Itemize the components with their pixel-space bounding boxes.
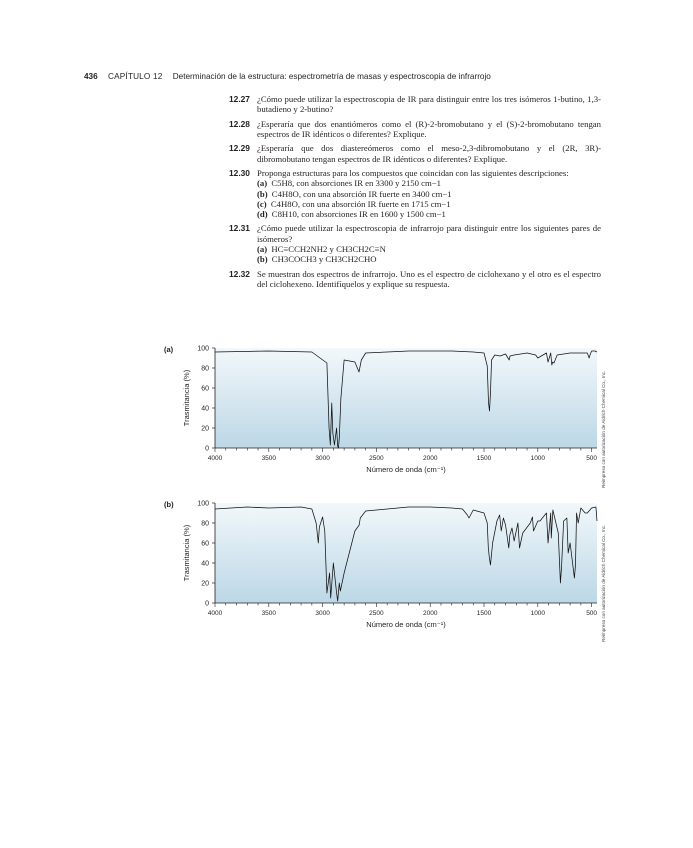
x-tick-label: 1500 [476, 610, 492, 617]
x-tick-label: 2500 [369, 610, 384, 617]
y-tick-label: 0 [205, 445, 209, 453]
x-tick-label: 500 [586, 610, 598, 617]
problem-number: 12.30 [229, 168, 250, 179]
sub-item-label: (b) [257, 188, 268, 199]
plot-area [215, 503, 597, 603]
y-axis-label: Trasmitancia (%) [182, 524, 191, 582]
y-tick-label: 100 [197, 500, 209, 508]
plot-area [215, 348, 597, 448]
problem-12-28 [229, 119, 601, 139]
chapter-title: Determinación de la estructura: espectrometría de masas y espectroscopia de infrarrojo [172, 72, 491, 81]
y-tick-label: 20 [201, 580, 209, 588]
sub-item-text: C5H8, con absorciones IR en 3300 y 2150 cm−1 [271, 178, 442, 189]
sub-item-text: C4H8O, con una absorción IR fuerte en 1715 cm−1 [270, 198, 451, 209]
x-tick-label: 1000 [530, 610, 546, 617]
sub-item [257, 254, 601, 264]
problem-number: 12.32 [229, 268, 250, 279]
sub-item [257, 189, 601, 199]
ir-spectrum-a [160, 340, 610, 490]
x-tick-label: 500 [586, 455, 598, 462]
sub-item-label: (d) [257, 208, 268, 219]
y-tick-label: 80 [201, 520, 209, 528]
panel-label-a: (a) [164, 345, 174, 354]
x-tick-label: 3500 [261, 610, 277, 617]
credit-note-a: Reimpreso con autorización de Aldrich Chemical Co., Inc. [601, 370, 606, 488]
y-tick-label: 40 [201, 405, 209, 413]
y-tick-label: 60 [201, 385, 209, 393]
sub-item [257, 178, 601, 188]
sub-item-label: (b) [257, 254, 268, 265]
page-header [84, 72, 684, 81]
y-tick-label: 40 [201, 560, 209, 568]
x-axis-label: Número de onda (cm⁻¹) [366, 620, 446, 629]
x-tick-label: 4000 [207, 455, 223, 462]
problem-text: ¿Cómo puede utilizar la espectroscopia de IR para distinguir entre los tres isómeros 1-butino, 1,3-butadieno y 2-butino? [257, 94, 601, 115]
sub-item-label: (a) [257, 178, 268, 189]
problem-text: Se muestran dos espectros de infrarrojo. Uno es el espectro de ciclohexano y el otro es el espectro del ciclohexeno. Identifíquelos y explique su respuesta. [257, 268, 601, 289]
sub-item [257, 199, 601, 209]
problem-12-31 [229, 223, 601, 264]
x-tick-label: 1000 [530, 455, 546, 462]
problem-number: 12.29 [229, 143, 250, 154]
sub-item [257, 209, 601, 219]
sub-item-text: CH3COCH3 y CH3CH2CHO [271, 254, 377, 265]
x-tick-label: 2000 [422, 610, 438, 617]
x-tick-label: 4000 [207, 610, 223, 617]
problem-12-29 [229, 143, 601, 163]
sub-item-text: C4H8O, con una absorción IR fuerte en 3400 cm−1 [271, 188, 452, 199]
sub-item-text: C8H10, con absorciones IR en 1600 y 1500 cm−1 [271, 208, 446, 219]
problem-text: Proponga estructuras para los compuestos que coincidan con las siguientes descripciones: [257, 168, 569, 179]
problem-number: 12.31 [229, 223, 250, 234]
problem-number: 12.27 [229, 94, 250, 104]
panel-label-b: (b) [164, 500, 174, 509]
x-tick-label: 3000 [315, 455, 330, 462]
x-tick-label: 3500 [261, 455, 277, 462]
problem-number: 12.28 [229, 118, 250, 129]
problem-text: ¿Cómo puede utilizar la espectroscopia de infrarrojo para distinguir entre los siguientes pares de isómeros? [257, 223, 601, 244]
sub-item-label: (c) [257, 198, 267, 209]
y-tick-label: 80 [201, 365, 209, 373]
x-tick-label: 2000 [422, 455, 438, 462]
sub-item-text: HC≡CCH2NH2 y CH3CH2C≡N [271, 243, 386, 254]
problem-text: ¿Esperaría que dos enantiómeros como el (R)-2-bromobutano y el (S)-2-bromobutano tengan espectros de IR idénticos o diferentes? Explique. [257, 118, 601, 139]
credit-note-b: Reimpreso con autorización de Aldrich Chemical Co., Inc. [601, 524, 606, 642]
sub-item [257, 244, 601, 254]
x-tick-label: 1500 [476, 455, 492, 462]
y-tick-label: 20 [201, 425, 209, 433]
sub-item-label: (a) [257, 243, 268, 254]
problem-12-30 [229, 168, 601, 219]
chapter-label: CAPÍTULO 12 [107, 72, 163, 81]
y-tick-label: 60 [201, 540, 209, 548]
problem-12-27 [229, 94, 601, 114]
y-tick-label: 0 [205, 600, 209, 608]
x-axis-label: Número de onda (cm⁻¹) [366, 465, 446, 474]
y-tick-label: 100 [197, 345, 209, 353]
problem-list [229, 94, 601, 293]
ir-spectrum-b [160, 495, 610, 645]
x-tick-label: 2500 [369, 455, 384, 462]
x-tick-label: 3000 [315, 610, 330, 617]
problem-12-32 [229, 269, 601, 289]
problem-text: ¿Esperaría que dos diastereómeros como el meso-2,3-dibromobutano y el (2R, 3R)-dibromobutano tengan espectros de IR idénticos o diferentes? Explique. [257, 143, 601, 164]
y-axis-label: Trasmitancia (%) [182, 369, 191, 427]
page-number: 436 [84, 72, 98, 81]
